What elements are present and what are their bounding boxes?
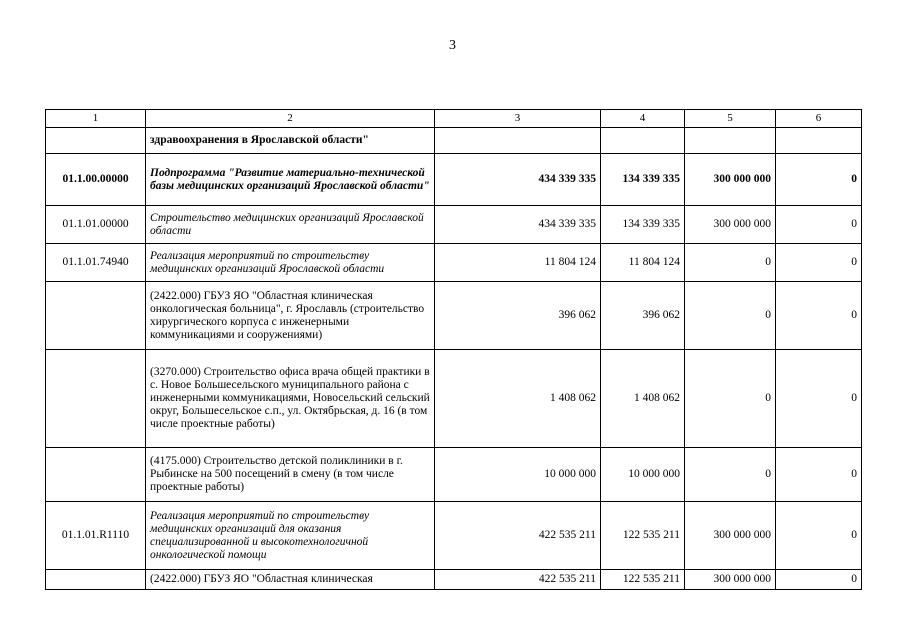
table-header-row bbox=[46, 110, 862, 128]
budget-table bbox=[45, 109, 862, 590]
table-row bbox=[46, 206, 862, 244]
name-cell: (2422.000) ГБУЗ ЯО "Областная клиническая bbox=[146, 570, 435, 590]
value-cell: 396 062 bbox=[601, 282, 685, 350]
value-cell: 134 339 335 bbox=[601, 154, 685, 206]
table-row bbox=[46, 128, 862, 154]
column-header: 1 bbox=[46, 110, 146, 128]
value-cell: 11 804 124 bbox=[435, 244, 601, 282]
table-row bbox=[46, 282, 862, 350]
value-cell: 422 535 211 bbox=[435, 502, 601, 570]
value-cell: 0 bbox=[776, 350, 862, 448]
value-cell: 434 339 335 bbox=[435, 206, 601, 244]
column-header: 6 bbox=[776, 110, 862, 128]
column-header: 3 bbox=[435, 110, 601, 128]
table-row bbox=[46, 350, 862, 448]
value-cell: 422 535 211 bbox=[435, 570, 601, 590]
name-cell: Строительство медицинских организаций Ярославской области bbox=[146, 206, 435, 244]
code-cell bbox=[46, 448, 146, 502]
code-cell bbox=[46, 128, 146, 154]
table-row bbox=[46, 570, 862, 590]
value-cell: 0 bbox=[776, 206, 862, 244]
value-cell: 1 408 062 bbox=[435, 350, 601, 448]
code-cell: 01.1.01.R1110 bbox=[46, 502, 146, 570]
value-cell: 300 000 000 bbox=[685, 154, 776, 206]
value-cell: 11 804 124 bbox=[601, 244, 685, 282]
code-cell: 01.1.01.00000 bbox=[46, 206, 146, 244]
value-cell: 0 bbox=[776, 448, 862, 502]
name-cell: (2422.000) ГБУЗ ЯО "Областная клиническая онкологическая больница", г. Ярославль (строительство хирургического корпуса с инженерными коммуникациями и сооружениями) bbox=[146, 282, 435, 350]
value-cell: 0 bbox=[776, 244, 862, 282]
name-cell: (3270.000) Строительство офиса врача общей практики в с. Новое Большесельского муниципального района с инженерными коммуникациями, Новосельский сельский округ, Большесельское с.п., ул. Октябрьская, д. 16 (в том числе проектные работы) bbox=[146, 350, 435, 448]
value-cell: 0 bbox=[685, 282, 776, 350]
code-cell bbox=[46, 282, 146, 350]
name-cell: Реализация мероприятий по строительству медицинских организаций для оказания специализированной и высокотехнологичной онкологической помощи bbox=[146, 502, 435, 570]
value-cell: 0 bbox=[685, 448, 776, 502]
value-cell: 134 339 335 bbox=[601, 206, 685, 244]
value-cell bbox=[776, 128, 862, 154]
code-cell bbox=[46, 350, 146, 448]
value-cell bbox=[601, 128, 685, 154]
page-number: 3 bbox=[449, 38, 456, 53]
value-cell: 1 408 062 bbox=[601, 350, 685, 448]
value-cell: 396 062 bbox=[435, 282, 601, 350]
table-row bbox=[46, 502, 862, 570]
name-cell: Реализация мероприятий по строительству медицинских организаций Ярославской области bbox=[146, 244, 435, 282]
value-cell: 0 bbox=[685, 244, 776, 282]
table-row bbox=[46, 448, 862, 502]
column-header: 4 bbox=[601, 110, 685, 128]
value-cell: 300 000 000 bbox=[685, 502, 776, 570]
value-cell: 122 535 211 bbox=[601, 570, 685, 590]
value-cell bbox=[685, 128, 776, 154]
value-cell: 10 000 000 bbox=[435, 448, 601, 502]
value-cell: 0 bbox=[685, 350, 776, 448]
value-cell: 0 bbox=[776, 282, 862, 350]
value-cell: 434 339 335 bbox=[435, 154, 601, 206]
code-cell: 01.1.01.74940 bbox=[46, 244, 146, 282]
value-cell: 122 535 211 bbox=[601, 502, 685, 570]
code-cell: 01.1.00.00000 bbox=[46, 154, 146, 206]
value-cell bbox=[435, 128, 601, 154]
value-cell: 10 000 000 bbox=[601, 448, 685, 502]
code-cell bbox=[46, 570, 146, 590]
value-cell: 0 bbox=[776, 570, 862, 590]
name-cell: (4175.000) Строительство детской поликлиники в г. Рыбинске на 500 посещений в смену (в том числе проектные работы) bbox=[146, 448, 435, 502]
column-header: 5 bbox=[685, 110, 776, 128]
value-cell: 0 bbox=[776, 502, 862, 570]
table-row bbox=[46, 154, 862, 206]
column-header: 2 bbox=[146, 110, 435, 128]
value-cell: 300 000 000 bbox=[685, 570, 776, 590]
value-cell: 0 bbox=[776, 154, 862, 206]
table-row bbox=[46, 244, 862, 282]
name-cell: Подпрограмма "Развитие материально-технической базы медицинских организаций Ярославской области" bbox=[146, 154, 435, 206]
value-cell: 300 000 000 bbox=[685, 206, 776, 244]
name-cell: здравоохранения в Ярославской области" bbox=[146, 128, 435, 154]
